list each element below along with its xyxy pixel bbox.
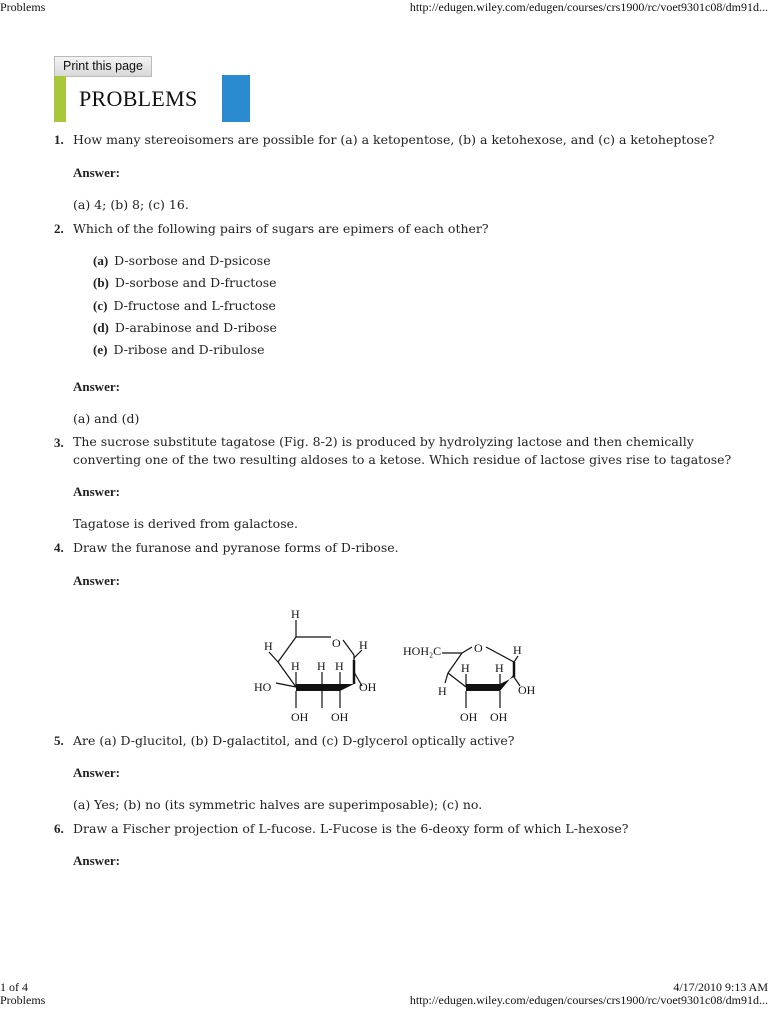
q5-number: 5.: [54, 733, 64, 748]
q2-option-a: (a) D-sorbose and D-psicose: [93, 253, 271, 268]
q1-text: How many stereoisomers are possible for (a) a ketopentose, (b) a ketohexose, and (c) a ketoheptose?: [73, 132, 715, 147]
fur-hoh2c: HOH₂C: [403, 644, 442, 658]
q1-answer: (a) 4; (b) 8; (c) 16.: [73, 197, 189, 212]
q5-answer-label: Answer:: [73, 765, 120, 780]
q3-text-line1: The sucrose substitute tagatose (Fig. 8-2) is produced by hydrolyzing lactose and then chemically: [73, 434, 694, 449]
pyr-h1: H: [291, 659, 300, 673]
q3-answer-label: Answer:: [73, 484, 120, 499]
fur-h1: H: [461, 661, 470, 675]
footer-url: http://edugen.wiley.com/edugen/courses/crs1900/rc/voet9301c08/dm91d...: [409, 993, 768, 1007]
window-title: Problems: [0, 0, 46, 14]
q2-answer-label: Answer:: [73, 379, 120, 394]
fur-h2: H: [495, 661, 504, 675]
furanose-structure: [403, 641, 536, 724]
q6-answer-label: Answer:: [73, 853, 120, 868]
q5-text: Are (a) D-glucitol, (b) D-galactitol, and (c) D-glycerol optically active?: [73, 733, 515, 748]
fur-oh-right: OH: [518, 683, 536, 697]
q4-answer-label: Answer:: [73, 573, 120, 588]
print-datetime: 4/17/2010 9:13 AM: [673, 980, 768, 994]
page-url: http://edugen.wiley.com/edugen/courses/crs1900/rc/voet9301c08/dm91d...: [409, 0, 768, 14]
pyr-h3: H: [335, 659, 344, 673]
title-accent-bar: [54, 76, 66, 122]
q5-answer: (a) Yes; (b) no (its symmetric halves are superimposable); (c) no.: [73, 797, 483, 812]
ribose-structures-diagram: [0, 600, 768, 730]
q4-number: 4.: [54, 540, 64, 555]
fur-oh1: OH: [460, 710, 478, 724]
pyr-h-left: H: [264, 639, 273, 653]
fur-o: O: [474, 641, 483, 655]
pyr-oh1: OH: [291, 710, 309, 724]
pyr-o: O: [332, 636, 341, 650]
q1-answer-label: Answer:: [73, 165, 120, 180]
print-button[interactable]: Print this page: [54, 56, 152, 77]
q2-answer: (a) and (d): [73, 411, 140, 426]
fur-oh2: OH: [490, 710, 508, 724]
footer-title: Problems: [0, 993, 46, 1007]
section-title: PROBLEMS: [79, 86, 198, 111]
q2-option-b: (b) D-sorbose and D-fructose: [93, 275, 277, 290]
q6-number: 6.: [54, 821, 64, 836]
q1-number: 1.: [54, 132, 64, 147]
pyr-h2: H: [317, 659, 326, 673]
pyr-ho: HO: [254, 680, 272, 694]
q6-text: Draw a Fischer projection of L-fucose. L-Fucose is the 6-deoxy form of which L-hexose?: [73, 821, 629, 836]
pyr-h-top: H: [291, 607, 300, 621]
pyr-oh2: OH: [331, 710, 349, 724]
pyr-oh-right: OH: [359, 680, 377, 694]
q2-text: Which of the following pairs of sugars are epimers of each other?: [73, 221, 489, 236]
q2-number: 2.: [54, 221, 64, 236]
q3-text-line2: converting one of the two resulting aldoses to a ketose. Which residue of lactose gives rise to tagatose?: [73, 452, 732, 467]
q3-answer: Tagatose is derived from galactose.: [73, 516, 298, 531]
q4-text: Draw the furanose and pyranose forms of D-ribose.: [73, 540, 399, 555]
pyranose-structure: [254, 607, 377, 724]
fur-h-right: H: [513, 643, 522, 657]
q2-option-c: (c) D-fructose and L-fructose: [93, 298, 276, 313]
q2-option-d: (d) D-arabinose and D-ribose: [93, 320, 277, 335]
q2-option-e: (e) D-ribose and D-ribulose: [93, 342, 265, 357]
title-blue-block: [222, 75, 250, 122]
q3-number: 3.: [54, 435, 64, 450]
pyr-h-right: H: [359, 638, 368, 652]
fur-h-left: H: [438, 684, 447, 698]
page-count: 1 of 4: [0, 980, 28, 994]
